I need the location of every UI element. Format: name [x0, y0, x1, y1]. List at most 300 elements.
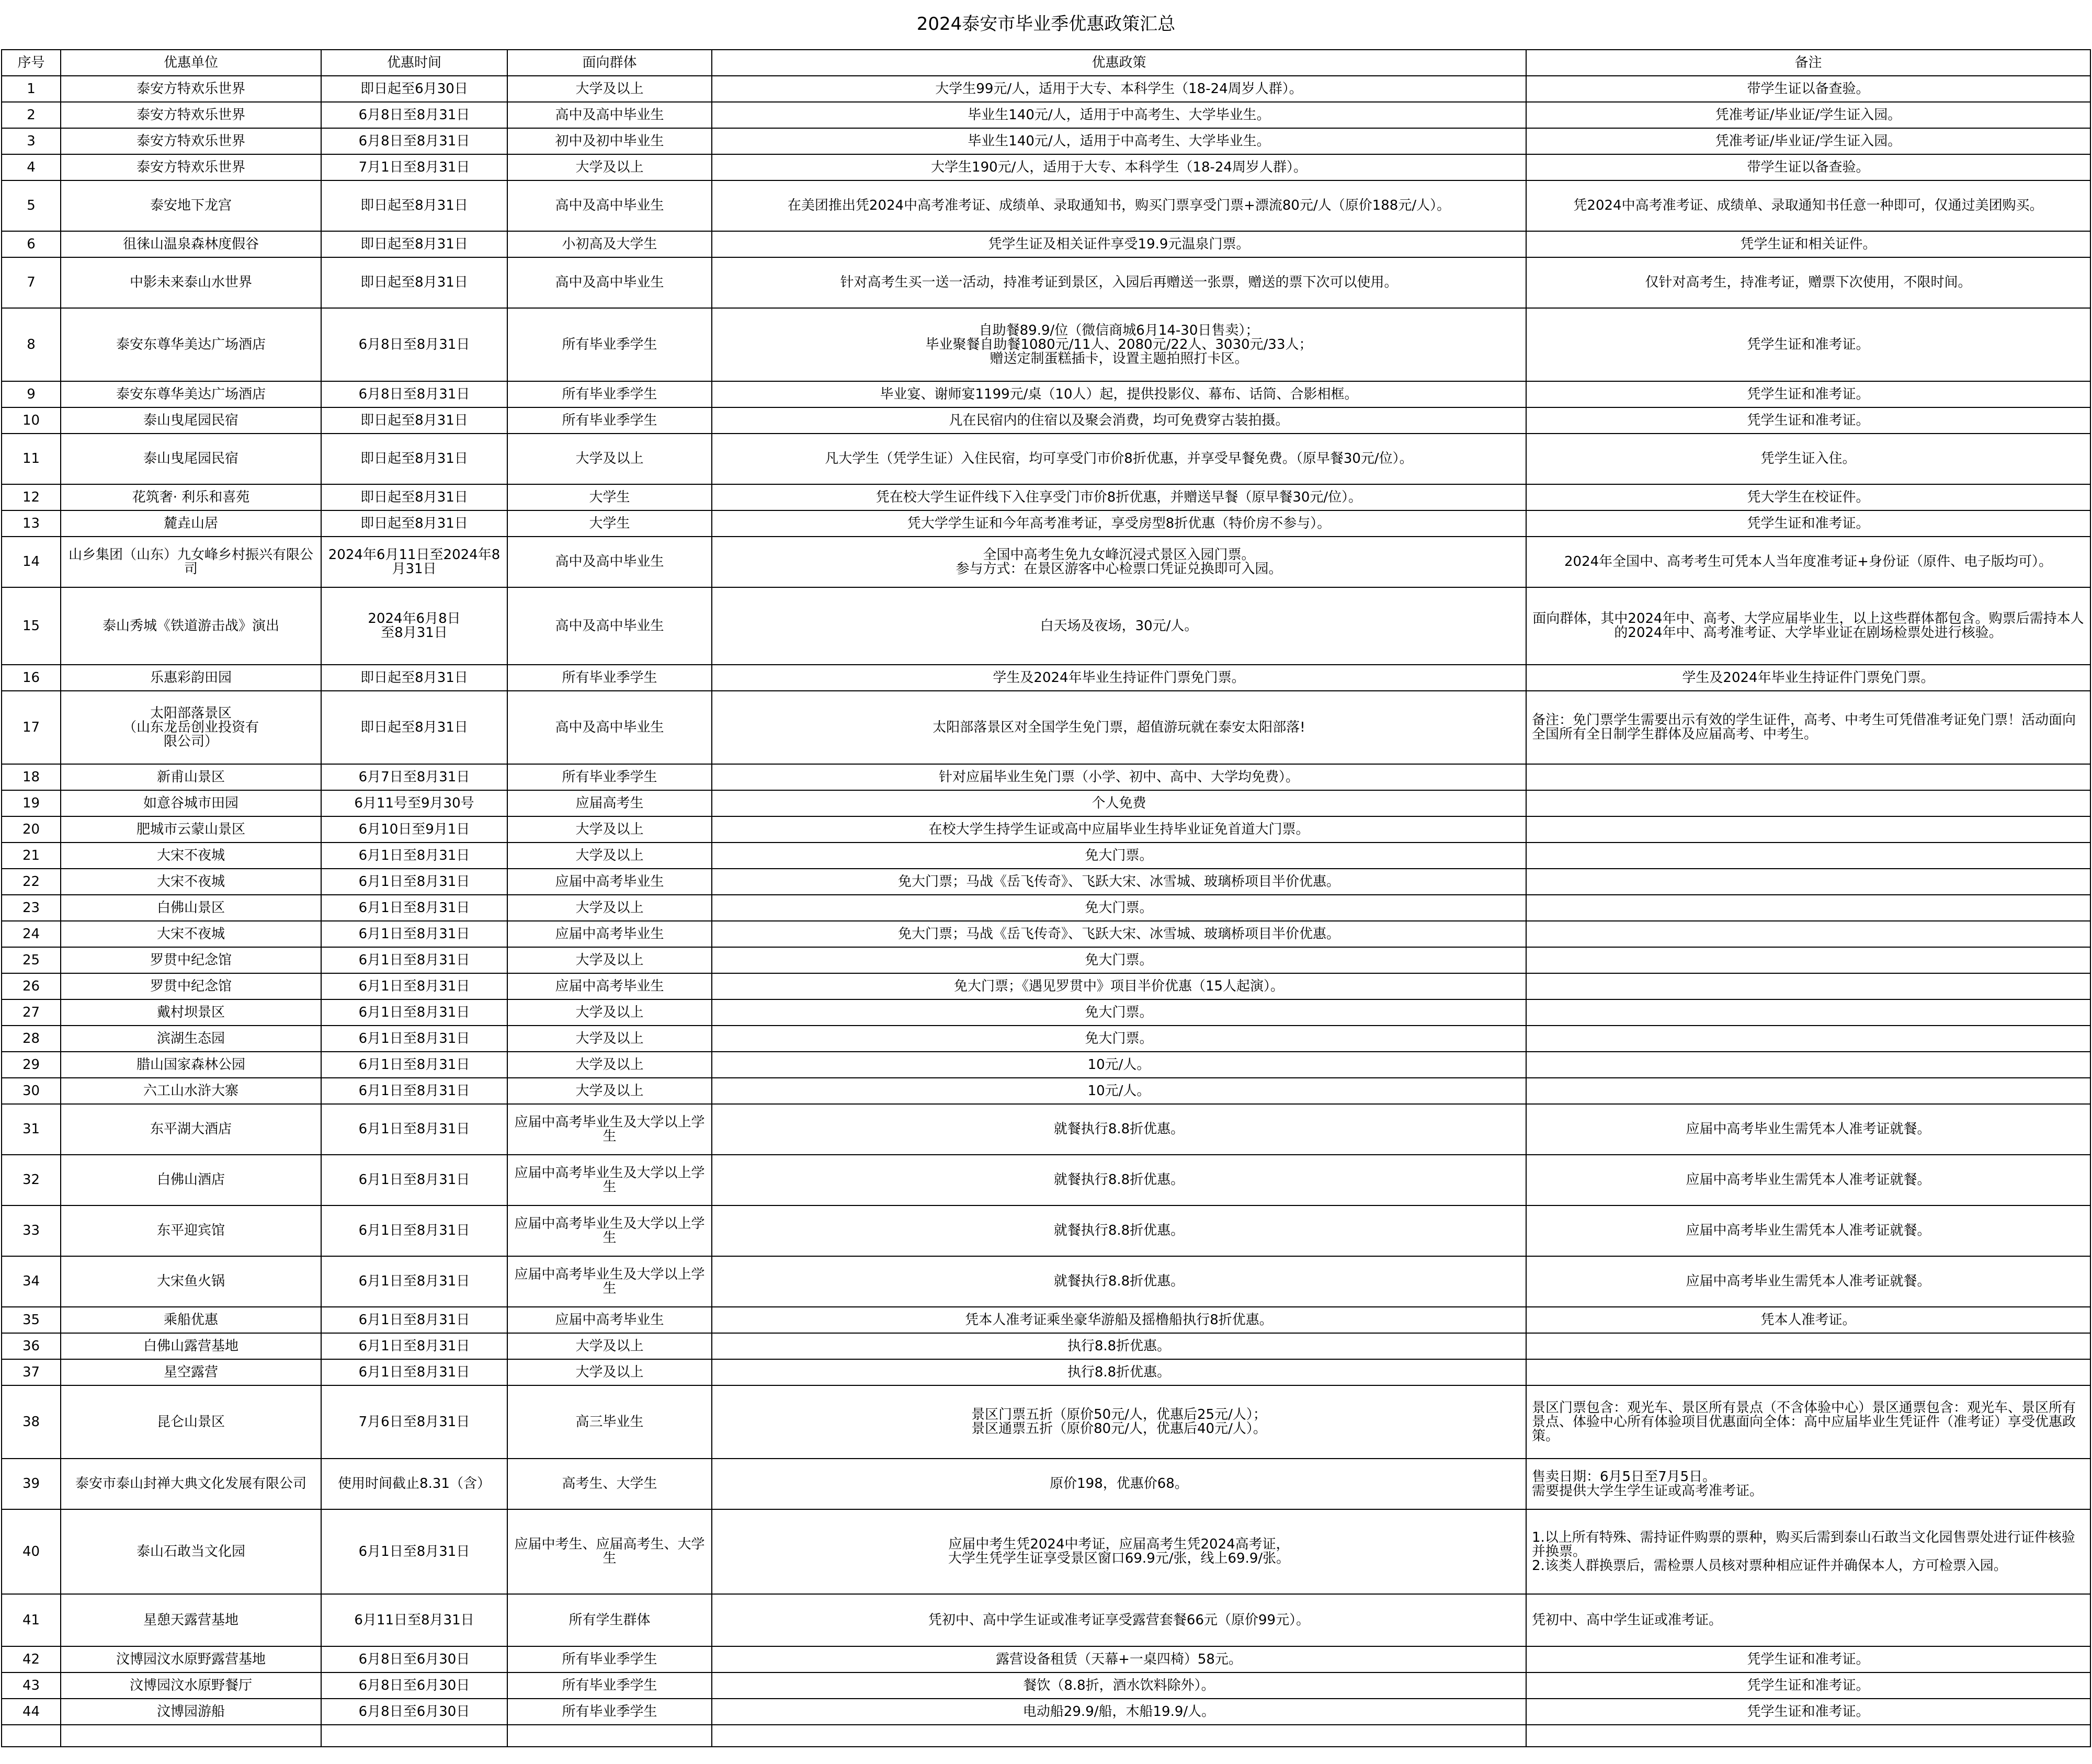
cell-unit: 泰山曳尾园民宿	[61, 434, 321, 484]
cell-policy: 免大门票。	[712, 947, 1526, 973]
cell-no: 34	[2, 1256, 61, 1307]
table-row	[2, 180, 2090, 231]
cell-unit: 泰山秀城《铁道游击战》演出	[61, 587, 321, 665]
cell-no: 7	[2, 257, 61, 308]
cell-policy: 原价198，优惠价68。	[712, 1459, 1526, 1509]
empty-cell	[507, 1725, 712, 1747]
cell-policy: 免大门票；马战《岳飞传奇》、飞跃大宋、冰雪城、玻璃桥项目半价优惠。	[712, 869, 1526, 895]
cell-note	[1526, 790, 2090, 816]
cell-group: 大学及以上	[507, 816, 712, 843]
cell-no: 44	[2, 1699, 61, 1725]
cell-policy: 就餐执行8.8折优惠。	[712, 1256, 1526, 1307]
cell-note	[1526, 869, 2090, 895]
cell-unit: 泰安地下龙宫	[61, 180, 321, 231]
table-row	[2, 587, 2090, 665]
cell-note: 仅针对高考生，持准考证，赠票下次使用，不限时间。	[1526, 257, 2090, 308]
cell-no: 8	[2, 308, 61, 381]
table-row	[2, 1205, 2090, 1256]
cell-unit: 泰安方特欢乐世界	[61, 128, 321, 154]
cell-group: 应届中高考毕业生	[507, 921, 712, 947]
cell-group: 高中及高中毕业生	[507, 102, 712, 128]
cell-group: 所有学生群体	[507, 1594, 712, 1646]
table-row	[2, 1509, 2090, 1594]
cell-unit: 滨湖生态园	[61, 1026, 321, 1052]
cell-unit: 戴村坝景区	[61, 999, 321, 1026]
table-row	[2, 665, 2090, 691]
header-row	[2, 50, 2090, 76]
cell-unit: 乘船优惠	[61, 1307, 321, 1333]
header-cell-no: 序号	[2, 50, 61, 76]
empty-cell	[61, 1725, 321, 1747]
cell-group: 高中及高中毕业生	[507, 180, 712, 231]
table-row	[2, 231, 2090, 257]
cell-time: 6月8日至8月31日	[321, 102, 507, 128]
cell-policy: 电动船29.9/船，木船19.9/人。	[712, 1699, 1526, 1725]
cell-policy: 10元/人。	[712, 1052, 1526, 1078]
cell-note	[1526, 921, 2090, 947]
cell-policy: 凭学生证及相关证件享受19.9元温泉门票。	[712, 231, 1526, 257]
cell-time: 即日起至8月31日	[321, 257, 507, 308]
cell-group: 所有毕业季学生	[507, 1672, 712, 1699]
table-row	[2, 154, 2090, 180]
cell-policy: 免大门票。	[712, 1026, 1526, 1052]
cell-note: 带学生证以备查验。	[1526, 154, 2090, 180]
table-row	[2, 1646, 2090, 1672]
cell-note: 凭学生证和准考证。	[1526, 308, 2090, 381]
cell-no: 5	[2, 180, 61, 231]
table-row	[2, 1699, 2090, 1725]
cell-group: 初中及初中毕业生	[507, 128, 712, 154]
cell-note: 凭大学生在校证件。	[1526, 484, 2090, 510]
table-row	[2, 999, 2090, 1026]
cell-policy: 就餐执行8.8折优惠。	[712, 1205, 1526, 1256]
cell-unit: 新甫山景区	[61, 764, 321, 790]
cell-unit: 汶博园汶水原野餐厅	[61, 1672, 321, 1699]
cell-group: 大学生	[507, 484, 712, 510]
empty-cell	[1526, 1725, 2090, 1747]
cell-unit: 六工山水浒大寨	[61, 1078, 321, 1104]
cell-time: 6月1日至8月31日	[321, 1359, 507, 1385]
empty-cell	[712, 1725, 1526, 1747]
cell-time: 6月1日至8月31日	[321, 921, 507, 947]
cell-no: 37	[2, 1359, 61, 1385]
cell-no: 41	[2, 1594, 61, 1646]
cell-time: 6月8日至8月31日	[321, 128, 507, 154]
cell-time: 7月1日至8月31日	[321, 154, 507, 180]
cell-group: 大学及以上	[507, 843, 712, 869]
cell-group: 大学及以上	[507, 1078, 712, 1104]
cell-policy: 凭大学学生证和今年高考准考证，享受房型8折优惠（特价房不参与）。	[712, 510, 1526, 537]
cell-note	[1526, 1333, 2090, 1359]
cell-time: 6月10日至9月1日	[321, 816, 507, 843]
cell-note: 凭准考证/毕业证/学生证入园。	[1526, 102, 2090, 128]
header-cell-unit: 优惠单位	[61, 50, 321, 76]
cell-unit: 星空露营	[61, 1359, 321, 1385]
cell-policy: 就餐执行8.8折优惠。	[712, 1104, 1526, 1155]
cell-unit: 泰山石敢当文化园	[61, 1509, 321, 1594]
cell-no: 30	[2, 1078, 61, 1104]
cell-no: 32	[2, 1155, 61, 1205]
cell-note	[1526, 1078, 2090, 1104]
cell-time: 6月1日至8月31日	[321, 1078, 507, 1104]
cell-note: 凭本人准考证。	[1526, 1307, 2090, 1333]
cell-group: 应届中高考毕业生及大学以上学生	[507, 1155, 712, 1205]
table-row	[2, 1104, 2090, 1155]
cell-group: 所有毕业季学生	[507, 1699, 712, 1725]
cell-note: 凭学生证和准考证。	[1526, 1672, 2090, 1699]
cell-note: 凭学生证和准考证。	[1526, 407, 2090, 434]
table-row	[2, 843, 2090, 869]
cell-unit: 星憩天露营基地	[61, 1594, 321, 1646]
cell-policy: 凡在民宿内的住宿以及聚会消费，均可免费穿古装拍摄。	[712, 407, 1526, 434]
cell-group: 应届中高考毕业生	[507, 1307, 712, 1333]
cell-policy: 凭本人准考证乘坐豪华游船及摇橹船执行8折优惠。	[712, 1307, 1526, 1333]
cell-unit: 泰安方特欢乐世界	[61, 76, 321, 102]
cell-group: 高中及高中毕业生	[507, 691, 712, 764]
cell-time: 即日起至8月31日	[321, 484, 507, 510]
table-row	[2, 790, 2090, 816]
cell-no: 13	[2, 510, 61, 537]
table-row	[2, 381, 2090, 407]
cell-unit: 大宋鱼火锅	[61, 1256, 321, 1307]
cell-unit: 泰安东尊华美达广场酒店	[61, 308, 321, 381]
cell-note: 凭学生证和准考证。	[1526, 381, 2090, 407]
cell-group: 高中及高中毕业生	[507, 257, 712, 308]
cell-unit: 腊山国家森林公园	[61, 1052, 321, 1078]
cell-note	[1526, 973, 2090, 999]
cell-unit: 白佛山酒店	[61, 1155, 321, 1205]
cell-group: 应届中高考毕业生及大学以上学生	[507, 1104, 712, 1155]
cell-no: 42	[2, 1646, 61, 1672]
cell-policy: 大学生99元/人，适用于大专、本科学生（18-24周岁人群）。	[712, 76, 1526, 102]
cell-group: 大学及以上	[507, 434, 712, 484]
cell-note: 售卖日期：6月5日至7月5日。 需要提供大学生学生证或高考准考证。	[1526, 1459, 2090, 1509]
cell-note: 凭学生证和相关证件。	[1526, 231, 2090, 257]
table-row	[2, 1459, 2090, 1509]
cell-policy: 免大门票。	[712, 999, 1526, 1026]
cell-policy: 白天场及夜场，30元/人。	[712, 587, 1526, 665]
cell-time: 6月1日至8月31日	[321, 1026, 507, 1052]
cell-time: 6月11日至8月31日	[321, 1594, 507, 1646]
cell-no: 40	[2, 1509, 61, 1594]
table-row	[2, 537, 2090, 587]
cell-note: 凭准考证/毕业证/学生证入园。	[1526, 128, 2090, 154]
cell-note: 学生及2024年毕业生持证件门票免门票。	[1526, 665, 2090, 691]
cell-no: 3	[2, 128, 61, 154]
cell-note: 凭学生证和准考证。	[1526, 510, 2090, 537]
header-cell-note: 备注	[1526, 50, 2090, 76]
cell-no: 6	[2, 231, 61, 257]
table-row	[2, 869, 2090, 895]
table-row	[2, 1026, 2090, 1052]
cell-note	[1526, 999, 2090, 1026]
cell-note	[1526, 764, 2090, 790]
cell-no: 18	[2, 764, 61, 790]
cell-time: 6月1日至8月31日	[321, 1307, 507, 1333]
cell-group: 大学及以上	[507, 1333, 712, 1359]
cell-note: 备注：免门票学生需要出示有效的学生证件，高考、中考生可凭借准考证免门票！活动面向全国所有全日制学生群体及应届高考、中考生。	[1526, 691, 2090, 764]
cell-policy: 自助餐89.9/位（微信商城6月14-30日售卖）； 毕业聚餐自助餐1080元/11人、2080元/22人、3030元/33人； 赠送定制蛋糕插卡，设置主题拍照打卡区。	[712, 308, 1526, 381]
cell-group: 大学及以上	[507, 1359, 712, 1385]
cell-policy: 全国中高考生免九女峰沉浸式景区入园门票。 参与方式：在景区游客中心检票口凭证兑换即可入园。	[712, 537, 1526, 587]
cell-time: 6月1日至8月31日	[321, 1509, 507, 1594]
cell-unit: 罗贯中纪念馆	[61, 947, 321, 973]
header-cell-group: 面向群体	[507, 50, 712, 76]
cell-no: 17	[2, 691, 61, 764]
table-row	[2, 484, 2090, 510]
cell-no: 20	[2, 816, 61, 843]
cell-time: 6月7日至8月31日	[321, 764, 507, 790]
cell-no: 14	[2, 537, 61, 587]
cell-time: 即日起至8月31日	[321, 691, 507, 764]
cell-note	[1526, 816, 2090, 843]
cell-time: 6月1日至8月31日	[321, 843, 507, 869]
table-row	[2, 921, 2090, 947]
cell-time: 6月1日至8月31日	[321, 1333, 507, 1359]
cell-note: 凭2024中高考准考证、成绩单、录取通知书任意一种即可，仅通过美团购买。	[1526, 180, 2090, 231]
cell-group: 大学及以上	[507, 895, 712, 921]
cell-policy: 执行8.8折优惠。	[712, 1333, 1526, 1359]
cell-group: 应届中高考毕业生及大学以上学生	[507, 1256, 712, 1307]
cell-time: 2024年6月11日至2024年8月31日	[321, 537, 507, 587]
cell-group: 应届高考生	[507, 790, 712, 816]
cell-note	[1526, 895, 2090, 921]
cell-time: 6月8日至6月30日	[321, 1672, 507, 1699]
cell-no: 4	[2, 154, 61, 180]
cell-unit: 大宋不夜城	[61, 921, 321, 947]
table-row	[2, 510, 2090, 537]
cell-unit: 白佛山景区	[61, 895, 321, 921]
table-row	[2, 1256, 2090, 1307]
table-row	[2, 816, 2090, 843]
cell-unit: 泰安方特欢乐世界	[61, 154, 321, 180]
cell-policy: 在校大学生持学生证或高中应届毕业生持毕业证免首道大门票。	[712, 816, 1526, 843]
cell-note: 2024年全国中、高考考生可凭本人当年度准考证+身份证（原件、电子版均可）。	[1526, 537, 2090, 587]
cell-policy: 免大门票；《遇见罗贯中》项目半价优惠（15人起演）。	[712, 973, 1526, 999]
table-row	[2, 1307, 2090, 1333]
sheet-title: 2024泰安市毕业季优惠政策汇总	[916, 14, 1176, 35]
table-row	[2, 102, 2090, 128]
cell-time: 6月11号至9月30号	[321, 790, 507, 816]
cell-time: 6月8日至8月31日	[321, 308, 507, 381]
cell-group: 高中及高中毕业生	[507, 587, 712, 665]
cell-note	[1526, 947, 2090, 973]
table-row	[2, 764, 2090, 790]
cell-policy: 免大门票。	[712, 843, 1526, 869]
cell-policy: 执行8.8折优惠。	[712, 1359, 1526, 1385]
cell-time: 6月1日至8月31日	[321, 947, 507, 973]
table-row	[2, 434, 2090, 484]
cell-unit: 泰安东尊华美达广场酒店	[61, 381, 321, 407]
cell-unit: 罗贯中纪念馆	[61, 973, 321, 999]
cell-policy: 凭初中、高中学生证或准考证享受露营套餐66元（原价99元）。	[712, 1594, 1526, 1646]
cell-no: 19	[2, 790, 61, 816]
cell-group: 所有毕业季学生	[507, 381, 712, 407]
cell-policy: 应届中考生凭2024中考证，应届高考生凭2024高考证， 大学生凭学生证享受景区窗口69.9元/张，线上69.9/张。	[712, 1509, 1526, 1594]
cell-group: 所有毕业季学生	[507, 764, 712, 790]
cell-note	[1526, 1026, 2090, 1052]
cell-time: 即日起至8月31日	[321, 231, 507, 257]
cell-time: 7月6日至8月31日	[321, 1385, 507, 1459]
cell-unit: 东平湖大酒店	[61, 1104, 321, 1155]
table-row	[2, 1155, 2090, 1205]
cell-no: 25	[2, 947, 61, 973]
cell-time: 即日起至8月31日	[321, 510, 507, 537]
table-row	[2, 1385, 2090, 1459]
table-row	[2, 895, 2090, 921]
cell-policy: 毕业宴、谢师宴1199元/桌（10人）起，提供投影仪、幕布、话筒、合影相框。	[712, 381, 1526, 407]
cell-unit: 徂徕山温泉森林度假谷	[61, 231, 321, 257]
cell-time: 6月1日至8月31日	[321, 1052, 507, 1078]
table-row	[2, 1672, 2090, 1699]
cell-no: 29	[2, 1052, 61, 1078]
cell-unit: 山乡集团（山东）九女峰乡村振兴有限公司	[61, 537, 321, 587]
cell-note: 景区门票包含：观光车、景区所有景点（不含体验中心）景区通票包含：观光车、景区所有景点、体验中心所有体验项目优惠面向全体：高中应届毕业生凭证件（准考证）享受优惠政策。	[1526, 1385, 2090, 1459]
cell-unit: 花筑奢· 利乐和喜苑	[61, 484, 321, 510]
cell-time: 6月1日至8月31日	[321, 999, 507, 1026]
cell-policy: 毕业生140元/人，适用于中高考生、大学毕业生。	[712, 102, 1526, 128]
cell-no: 38	[2, 1385, 61, 1459]
cell-no: 2	[2, 102, 61, 128]
cell-note: 应届中高考毕业生需凭本人准考证就餐。	[1526, 1256, 2090, 1307]
cell-group: 大学及以上	[507, 1026, 712, 1052]
cell-unit: 太阳部落景区 （山东龙岳创业投资有 限公司）	[61, 691, 321, 764]
cell-time: 6月1日至8月31日	[321, 1256, 507, 1307]
cell-time: 即日起至8月31日	[321, 665, 507, 691]
cell-time: 6月1日至8月31日	[321, 1155, 507, 1205]
cell-no: 22	[2, 869, 61, 895]
cell-no: 39	[2, 1459, 61, 1509]
header-cell-time: 优惠时间	[321, 50, 507, 76]
cell-unit: 东平迎宾馆	[61, 1205, 321, 1256]
cell-policy: 太阳部落景区对全国学生免门票，超值游玩就在泰安太阳部落!	[712, 691, 1526, 764]
cell-note: 凭初中、高中学生证或准考证。	[1526, 1594, 2090, 1646]
table-row	[2, 257, 2090, 308]
table-row	[2, 973, 2090, 999]
cell-unit: 中影未来泰山水世界	[61, 257, 321, 308]
cell-unit: 泰安方特欢乐世界	[61, 102, 321, 128]
cell-note: 凭学生证和准考证。	[1526, 1699, 2090, 1725]
trailing-empty-row	[2, 1725, 2090, 1747]
cell-unit: 肥城市云蒙山景区	[61, 816, 321, 843]
cell-group: 大学生	[507, 510, 712, 537]
cell-no: 9	[2, 381, 61, 407]
cell-note: 带学生证以备查验。	[1526, 76, 2090, 102]
table-row	[2, 407, 2090, 434]
cell-policy: 毕业生140元/人，适用于中高考生、大学毕业生。	[712, 128, 1526, 154]
table-row	[2, 1052, 2090, 1078]
cell-no: 33	[2, 1205, 61, 1256]
cell-group: 高中及高中毕业生	[507, 537, 712, 587]
cell-policy: 学生及2024年毕业生持证件门票免门票。	[712, 665, 1526, 691]
cell-policy: 露营设备租赁（天幕+一桌四椅）58元。	[712, 1646, 1526, 1672]
table-body	[2, 76, 2090, 1747]
cell-note	[1526, 1052, 2090, 1078]
cell-group: 应届中高考毕业生	[507, 973, 712, 999]
cell-no: 24	[2, 921, 61, 947]
table-row	[2, 128, 2090, 154]
cell-time: 6月1日至8月31日	[321, 1205, 507, 1256]
cell-note: 凭学生证和准考证。	[1526, 1646, 2090, 1672]
cell-group: 高考生、大学生	[507, 1459, 712, 1509]
table-row	[2, 1333, 2090, 1359]
cell-time: 即日起至8月31日	[321, 180, 507, 231]
cell-no: 43	[2, 1672, 61, 1699]
cell-group: 大学及以上	[507, 1052, 712, 1078]
cell-note: 应届中高考毕业生需凭本人准考证就餐。	[1526, 1104, 2090, 1155]
cell-group: 大学及以上	[507, 76, 712, 102]
table-row	[2, 308, 2090, 381]
cell-policy: 针对高考生买一送一活动，持准考证到景区，入园后再赠送一张票，赠送的票下次可以使用。	[712, 257, 1526, 308]
table-row	[2, 1078, 2090, 1104]
cell-policy: 免大门票；马战《岳飞传奇》、飞跃大宋、冰雪城、玻璃桥项目半价优惠。	[712, 921, 1526, 947]
cell-time: 6月1日至8月31日	[321, 973, 507, 999]
cell-no: 15	[2, 587, 61, 665]
cell-note: 应届中高考毕业生需凭本人准考证就餐。	[1526, 1155, 2090, 1205]
cell-unit: 大宋不夜城	[61, 843, 321, 869]
cell-unit: 泰安市泰山封禅大典文化发展有限公司	[61, 1459, 321, 1509]
cell-group: 大学及以上	[507, 947, 712, 973]
cell-no: 11	[2, 434, 61, 484]
cell-policy: 10元/人。	[712, 1078, 1526, 1104]
cell-time: 即日起至6月30日	[321, 76, 507, 102]
cell-group: 大学及以上	[507, 154, 712, 180]
cell-unit: 麓垚山居	[61, 510, 321, 537]
cell-group: 小初高及大学生	[507, 231, 712, 257]
cell-time: 即日起至8月31日	[321, 434, 507, 484]
cell-policy: 针对应届毕业生免门票（小学、初中、高中、大学均免费）。	[712, 764, 1526, 790]
cell-note: 面向群体，其中2024年中、高考、大学应届毕业生，以上这些群体都包含。购票后需持本人的2024年中、高考准考证、大学毕业证在剧场检票处进行核验。	[1526, 587, 2090, 665]
cell-note	[1526, 843, 2090, 869]
cell-policy: 大学生190元/人，适用于大专、本科学生（18-24周岁人群）。	[712, 154, 1526, 180]
cell-unit: 白佛山露营基地	[61, 1333, 321, 1359]
cell-no: 23	[2, 895, 61, 921]
cell-policy: 在美团推出凭2024中高考准考证、成绩单、录取通知书，购买门票享受门票+漂流80元/人（原价188元/人）。	[712, 180, 1526, 231]
cell-unit: 乐惠彩韵田园	[61, 665, 321, 691]
cell-note: 应届中高考毕业生需凭本人准考证就餐。	[1526, 1205, 2090, 1256]
policy-table	[1, 49, 2091, 1747]
empty-cell	[2, 1725, 61, 1747]
cell-unit: 大宋不夜城	[61, 869, 321, 895]
cell-group: 应届中考生、应届高考生、大学生	[507, 1509, 712, 1594]
cell-group: 所有毕业季学生	[507, 1646, 712, 1672]
cell-time: 即日起至8月31日	[321, 407, 507, 434]
cell-note: 1.以上所有特殊、需持证件购票的票种，购买后需到泰山石敢当文化园售票处进行证件核验并换票。 2.该类人群换票后，需检票人员核对票种相应证件并确保本人，方可检票入园。	[1526, 1509, 2090, 1594]
cell-no: 28	[2, 1026, 61, 1052]
cell-group: 所有毕业季学生	[507, 308, 712, 381]
cell-time: 6月8日至6月30日	[321, 1699, 507, 1725]
cell-no: 35	[2, 1307, 61, 1333]
cell-no: 1	[2, 76, 61, 102]
cell-policy: 凡大学生（凭学生证）入住民宿，均可享受门市价8折优惠，并享受早餐免费。（原早餐30元/位）。	[712, 434, 1526, 484]
cell-policy: 景区门票五折（原价50元/人，优惠后25元/人）； 景区通票五折（原价80元/人，优惠后40元/人）。	[712, 1385, 1526, 1459]
cell-group: 应届中高考毕业生及大学以上学生	[507, 1205, 712, 1256]
cell-time: 6月1日至8月31日	[321, 895, 507, 921]
table-row	[2, 691, 2090, 764]
cell-no: 12	[2, 484, 61, 510]
cell-no: 10	[2, 407, 61, 434]
cell-no: 16	[2, 665, 61, 691]
cell-policy: 就餐执行8.8折优惠。	[712, 1155, 1526, 1205]
cell-group: 所有毕业季学生	[507, 407, 712, 434]
cell-no: 36	[2, 1333, 61, 1359]
cell-time: 使用时间截止8.31（含）	[321, 1459, 507, 1509]
cell-group: 大学及以上	[507, 999, 712, 1026]
cell-unit: 泰山曳尾园民宿	[61, 407, 321, 434]
cell-time: 6月1日至8月31日	[321, 869, 507, 895]
cell-policy: 凭在校大学生证件线下入住享受门市价8折优惠，并赠送早餐（原早餐30元/位）。	[712, 484, 1526, 510]
cell-time: 6月1日至8月31日	[321, 1104, 507, 1155]
